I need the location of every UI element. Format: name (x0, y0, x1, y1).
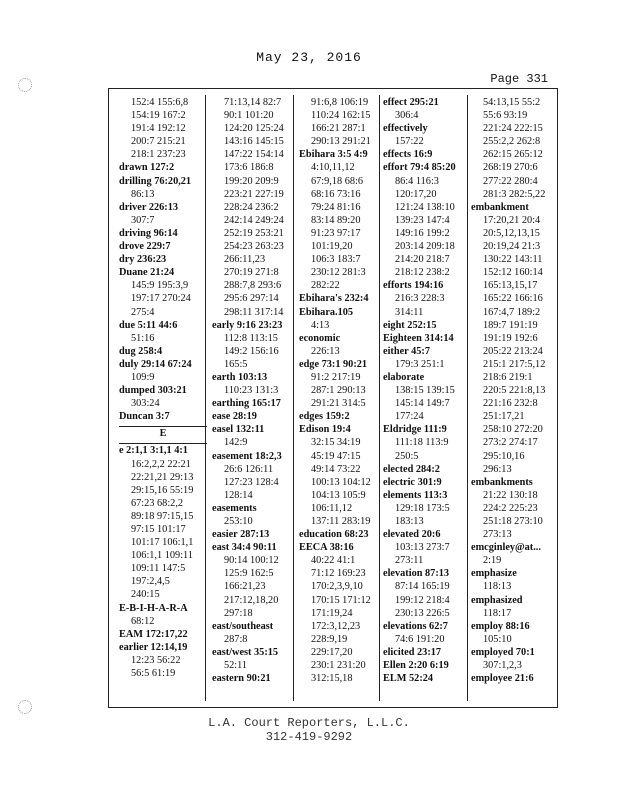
index-reference: 129:18 173:5 (395, 502, 450, 514)
index-reference: 288:7,8 293:6 (224, 280, 282, 292)
index-column (471, 96, 559, 685)
page-footer (0, 716, 618, 744)
index-reference: 303:24 (131, 398, 160, 410)
index-reference: 87:14 165:19 (395, 581, 450, 593)
index-reference: 273:2 274:17 (483, 437, 538, 449)
index-term: Edison 19:4 (299, 424, 351, 436)
index-reference: 230:13 226:5 (395, 607, 450, 619)
index-reference: 111:18 113:9 (395, 437, 449, 449)
index-reference: 45:19 47:15 (311, 450, 361, 462)
index-reference: 106:11,12 (311, 502, 353, 514)
index-term: employed 70:1 (471, 646, 535, 658)
index-term: early 9:16 23:23 (212, 319, 283, 331)
index-reference: 173:6 186:8 (224, 162, 274, 174)
index-reference: 86:4 116:3 (395, 175, 439, 187)
index-term: Ebihara's 232:4 (299, 293, 369, 305)
index-reference: 240:15 (131, 589, 160, 601)
index-reference: 298:11 317:14 (224, 306, 284, 318)
index-reference: 250:5 (395, 450, 419, 462)
index-column (383, 96, 471, 685)
index-reference: 165:13,15,17 (483, 280, 538, 292)
index-reference: 170:2,3,9,10 (311, 581, 363, 593)
index-term: Ebihara 3:5 4:9 (299, 149, 368, 161)
index-term: either 45:7 (383, 345, 430, 357)
index-reference: 127:23 128:4 (224, 476, 279, 488)
index-reference: 252:19 253:21 (224, 227, 284, 239)
punch-hole-mark (18, 700, 32, 714)
index-reference: 120:17,20 (395, 188, 437, 200)
transcript-date: May 23, 2016 (256, 50, 362, 65)
index-reference: 121:24 138:10 (395, 201, 455, 213)
index-reference: 68:16 73:16 (311, 188, 361, 200)
index-reference: 214:20 218:7 (395, 254, 450, 266)
index-term: elevated 20:6 (383, 529, 441, 541)
index-reference: 165:22 166:16 (483, 293, 543, 305)
index-reference: 306:4 (395, 110, 419, 122)
index-term: emphasize (471, 568, 517, 580)
index-reference: 79:24 81:16 (311, 201, 361, 213)
index-reference: 205:22 213:24 (483, 345, 543, 357)
index-reference: 4:13 (311, 319, 330, 331)
index-reference: 67:9,18 68:6 (311, 175, 364, 187)
index-term: Ebihara.105 (299, 306, 354, 318)
index-reference: 51:16 (131, 332, 155, 344)
index-term: eight 252:15 (383, 319, 437, 331)
letter-heading: E (159, 428, 167, 440)
index-reference: 291:21 314:5 (311, 398, 366, 410)
footer-company: L.A. Court Reporters, L.L.C. (208, 716, 410, 730)
index-term: elevations 62:7 (383, 620, 448, 632)
index-reference: 223:21 227:19 (224, 188, 284, 200)
index-term: electric 301:9 (383, 476, 442, 488)
index-reference: 22:21,21 29:13 (131, 471, 194, 483)
index-reference: 273:11 (395, 555, 424, 567)
index-reference: 183:13 (395, 516, 424, 527)
index-term: dug 258:4 (119, 345, 163, 357)
index-reference: 67:23 68:2,2 (131, 497, 184, 509)
index-term: effort 79:4 85:20 (383, 162, 456, 174)
index-reference: 295:10,16 (483, 450, 525, 462)
index-reference: 218:12 238:2 (395, 267, 450, 279)
index-reference: 167:4,7 189:2 (483, 306, 541, 318)
index-reference: 177:24 (395, 411, 424, 423)
index-reference: 21:22 130:18 (483, 489, 538, 501)
index-term: drove 229:7 (119, 241, 171, 253)
index-reference: 189:7 191:19 (483, 319, 538, 331)
index-term: dumped 303:21 (119, 385, 187, 397)
index-reference: 128:14 (224, 489, 253, 501)
index-term: earlier 12:14,19 (119, 641, 188, 653)
index-reference: 229:17,20 (311, 646, 353, 658)
column-divider (205, 95, 206, 701)
index-reference: 166:21,23 (224, 581, 266, 593)
index-term: employ 88:16 (471, 620, 530, 632)
index-reference: 91:6,8 106:19 (311, 97, 369, 108)
index-reference: 297:18 (224, 607, 253, 619)
index-term: emcginley@at... (471, 542, 541, 554)
index-reference: 20:5,12,13,15 (483, 227, 540, 239)
index-reference: 56:5 61:19 (131, 668, 176, 680)
index-reference: 40:22 41:1 (311, 555, 356, 567)
index-reference: 101:19,20 (311, 241, 353, 253)
index-reference: 258:10 272:20 (483, 424, 543, 436)
index-column (119, 96, 207, 680)
index-term: east/southeast (212, 620, 274, 632)
index-term: easement 18:2,3 (212, 450, 282, 462)
index-reference: 152:4 155:6,8 (131, 97, 189, 108)
index-reference: 287:1 290:13 (311, 385, 366, 397)
index-reference: 104:13 105:9 (311, 489, 366, 501)
index-term: elicited 23:17 (383, 646, 442, 658)
index-reference: 277:22 280:4 (483, 175, 538, 187)
index-reference: 130:22 143:11 (483, 254, 543, 266)
index-term: driver 226:13 (119, 201, 179, 213)
index-reference: 191:19 192:6 (483, 332, 538, 344)
index-reference: 154:19 167:2 (131, 110, 186, 122)
index-reference: 282:22 (311, 280, 340, 292)
index-reference: 218:6 219:1 (483, 371, 533, 383)
index-reference: 268:19 270:6 (483, 162, 538, 174)
index-reference: 109:11 147:5 (131, 563, 186, 575)
index-reference: 295:6 297:14 (224, 293, 279, 305)
index-reference: 273:13 (483, 529, 512, 541)
index-column (212, 96, 300, 685)
index-reference: 217:12,18,20 (224, 594, 279, 606)
index-reference: 179:3 251:1 (395, 358, 445, 370)
index-reference: 125:9 162:5 (224, 568, 274, 580)
index-term: emphasized (471, 594, 523, 606)
index-term: e 2:1,1 3:1,1 4:1 (119, 445, 188, 457)
index-term: employee 21:6 (471, 673, 534, 685)
index-reference: 139:23 147:4 (395, 214, 450, 226)
index-reference: 90:14 100:12 (224, 555, 279, 567)
index-term: dry 236:23 (119, 254, 167, 266)
index-reference: 55:6 93:19 (483, 110, 528, 122)
index-reference: 221:24 222:15 (483, 123, 543, 135)
index-reference: 89:18 97:15,15 (131, 510, 194, 522)
index-reference: 221:16 232:8 (483, 398, 538, 410)
index-reference: 199:12 218:4 (395, 594, 450, 606)
index-term: east/west 35:15 (212, 646, 279, 658)
index-reference: 152:12 160:14 (483, 267, 543, 279)
index-term: Ellen 2:20 6:19 (383, 660, 449, 672)
index-term: effects 16:9 (383, 149, 433, 161)
index-reference: 29:15,16 55:19 (131, 484, 194, 496)
index-reference: 220:5 221:8,13 (483, 385, 546, 397)
punch-hole-mark (18, 78, 32, 92)
index-reference: 32:15 34:19 (311, 437, 361, 449)
index-reference: 270:19 271:8 (224, 267, 279, 279)
index-reference: 149:16 199:2 (395, 227, 450, 239)
index-reference: 112:8 113:15 (224, 332, 278, 344)
index-term: easements (212, 502, 257, 514)
index-reference: 74:6 191:20 (395, 633, 445, 645)
index-reference: 262:15 265:12 (483, 149, 543, 161)
index-term: edges 159:2 (299, 411, 350, 423)
column-divider (467, 95, 468, 701)
index-reference: 281:3 282:5,22 (483, 188, 546, 200)
index-reference: 230:12 281:3 (311, 267, 366, 279)
index-reference: 90:1 101:20 (224, 110, 274, 122)
index-reference: 143:16 145:15 (224, 136, 284, 148)
index-reference: 255:2,2 262:8 (483, 136, 541, 148)
index-reference: 16:2,2,2 22:21 (131, 458, 191, 470)
index-column (299, 96, 387, 685)
index-reference: 101:17 106:1,1 (131, 537, 194, 549)
index-term: effect 295:21 (383, 97, 439, 108)
page-number: Page 331 (490, 72, 548, 86)
index-term: embankment (471, 201, 529, 213)
index-reference: 118:13 (483, 581, 512, 593)
index-reference: 110:23 131:3 (224, 385, 279, 397)
index-term: earth 103:13 (212, 371, 268, 383)
index-term: easel 132:11 (212, 424, 265, 436)
index-term: Eldridge 111:9 (383, 424, 447, 436)
index-reference: 20:19,24 21:3 (483, 241, 541, 253)
index-reference: 26:6 126:11 (224, 463, 274, 475)
index-term: due 5:11 44:6 (119, 319, 178, 331)
index-reference: 91:23 97:17 (311, 227, 361, 239)
index-reference: 172:3,12,23 (311, 620, 361, 632)
index-table (108, 88, 558, 708)
index-term: elaborate (383, 371, 425, 383)
index-term: duly 29:14 67:24 (119, 358, 192, 370)
index-reference: 103:13 273:7 (395, 542, 450, 554)
index-reference: 228:24 236:2 (224, 201, 279, 213)
index-reference: 106:3 183:7 (311, 254, 361, 266)
index-reference: 138:15 139:15 (395, 385, 455, 397)
index-reference: 71:13,14 82:7 (224, 97, 282, 108)
index-reference: 216:3 228:3 (395, 293, 445, 305)
index-reference: 275:4 (131, 306, 155, 318)
index-reference: 157:22 (395, 136, 424, 148)
index-term: elements 113:3 (383, 489, 448, 501)
index-reference: 228:9,19 (311, 633, 348, 645)
index-term: education 68:23 (299, 529, 369, 541)
index-reference: 17:20,21 20:4 (483, 214, 541, 226)
index-term: east 34:4 90:11 (212, 542, 277, 554)
index-reference: 242:14 249:24 (224, 214, 284, 226)
index-reference: 165:5 (224, 358, 248, 370)
index-term: drawn 127:2 (119, 162, 175, 174)
index-reference: 145:9 195:3,9 (131, 280, 189, 292)
index-reference: 254:23 263:23 (224, 241, 284, 253)
index-reference: 68:12 (131, 615, 155, 627)
index-reference: 307:7 (131, 214, 155, 226)
index-term: elected 284:2 (383, 463, 440, 475)
index-reference: 49:14 73:22 (311, 463, 361, 475)
index-reference: 251:17,21 (483, 411, 525, 423)
index-reference: 171:19,24 (311, 607, 353, 619)
index-reference: 2:19 (483, 555, 502, 567)
index-reference: 124:20 125:24 (224, 123, 284, 135)
column-divider (293, 95, 294, 701)
index-reference: 142:9 (224, 437, 248, 449)
index-reference: 215:1 217:5,12 (483, 358, 546, 370)
index-reference: 170:15 171:12 (311, 594, 371, 606)
index-reference: 147:22 154:14 (224, 149, 284, 161)
index-reference: 296:13 (483, 463, 512, 475)
index-reference: 253:10 (224, 516, 253, 527)
index-reference: 54:13,15 55:2 (483, 97, 541, 108)
index-term: effectively (383, 123, 428, 135)
index-reference: 314:11 (395, 306, 424, 318)
index-reference: 199:20 209:9 (224, 175, 279, 187)
index-term: Eighteen 314:14 (383, 332, 454, 344)
index-term: elevation 87:13 (383, 568, 450, 580)
index-reference: 251:18 273:10 (483, 516, 543, 527)
index-reference: 109:9 (131, 371, 155, 383)
index-reference: 200:7 215:21 (131, 136, 186, 148)
index-reference: 312:15,18 (311, 673, 353, 685)
index-reference: 203:14 209:18 (395, 241, 455, 253)
index-term: Duncan 3:7 (119, 411, 170, 423)
index-reference: 100:13 104:12 (311, 476, 371, 488)
index-reference: 149:2 156:16 (224, 345, 279, 357)
index-term: easier 287:13 (212, 529, 270, 541)
index-reference: 52:11 (224, 660, 248, 672)
column-divider (379, 95, 380, 701)
index-reference: 266:11,23 (224, 254, 266, 266)
index-term: driving 96:14 (119, 227, 178, 239)
index-reference: 290:13 291:21 (311, 136, 371, 148)
index-term: edge 73:1 90:21 (299, 358, 368, 370)
index-reference: 137:11 283:19 (311, 516, 371, 527)
index-reference: 166:21 287:1 (311, 123, 366, 135)
index-reference: 218:1 237:23 (131, 149, 186, 161)
index-reference: 105:10 (483, 633, 512, 645)
index-reference: 226:13 (311, 345, 340, 357)
index-term: ease 28:19 (212, 411, 257, 423)
index-reference: 118:17 (483, 607, 512, 619)
index-reference: 191:4 192:12 (131, 123, 186, 135)
index-reference: 97:15 101:17 (131, 524, 186, 535)
index-term: drilling 76:20,21 (119, 175, 192, 187)
index-reference: 230:1 231:20 (311, 660, 366, 672)
index-term: economic (299, 332, 341, 344)
index-reference: 91:2 217:19 (311, 371, 361, 383)
index-term: embankments (471, 476, 533, 488)
index-term: EECA 38:16 (299, 542, 354, 554)
index-reference: 224:2 225:23 (483, 502, 538, 514)
index-reference: 145:14 149:7 (395, 398, 450, 410)
index-reference: 4:10,11,12 (311, 162, 355, 174)
index-reference: 106:1,1 109:11 (131, 550, 193, 562)
index-reference: 197:2,4,5 (131, 576, 170, 588)
index-term: efforts 194:16 (383, 280, 444, 292)
index-term: E-B-I-H-A-R-A (119, 602, 188, 614)
index-term: Duane 21:24 (119, 267, 175, 279)
index-reference: 83:14 89:20 (311, 214, 361, 226)
index-term: ELM 52:24 (383, 673, 434, 685)
index-reference: 12:23 56:22 (131, 654, 181, 666)
index-term: eastern 90:21 (212, 673, 271, 685)
index-reference: 197:17 270:24 (131, 293, 191, 305)
index-term: EAM 172:17,22 (119, 628, 188, 640)
index-reference: 71:12 169:23 (311, 568, 366, 580)
index-reference: 86:13 (131, 188, 155, 200)
footer-phone: 312-419-9292 (265, 730, 353, 744)
index-reference: 110:24 162:15 (311, 110, 371, 122)
index-reference: 307:1,2,3 (483, 660, 522, 672)
index-term: earthing 165:17 (212, 398, 281, 410)
index-reference: 287:8 (224, 633, 248, 645)
